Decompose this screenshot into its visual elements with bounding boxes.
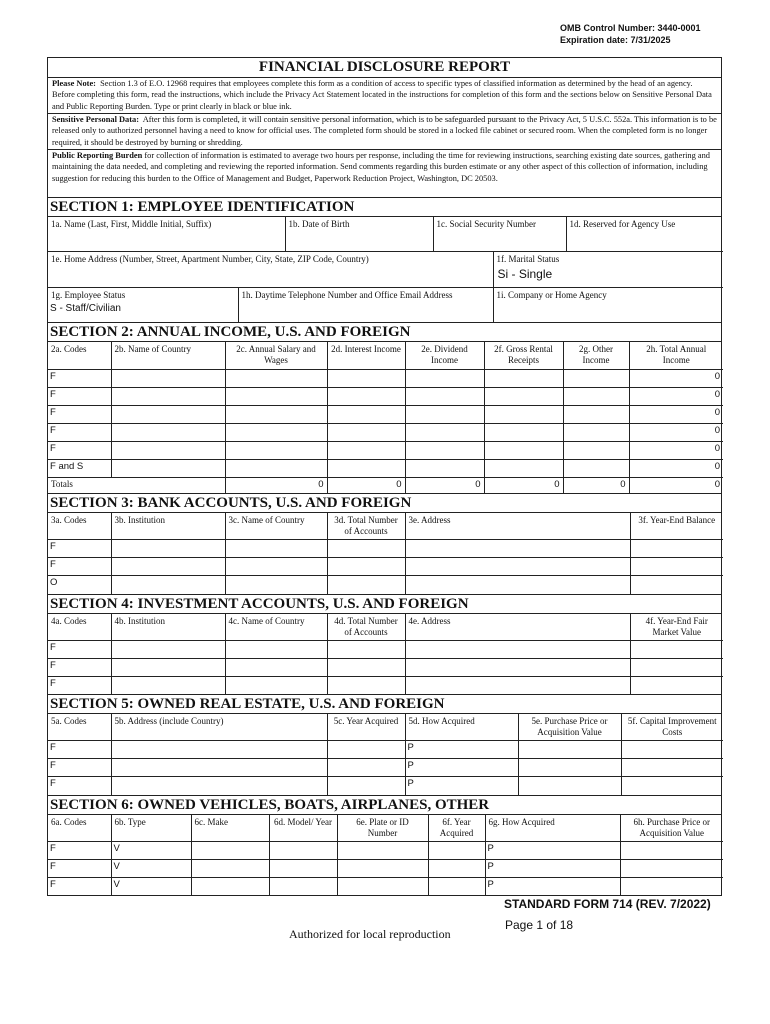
how-acquired-cell[interactable]: P: [485, 859, 620, 877]
table-row: [48, 369, 723, 387]
section1-table: [48, 217, 723, 251]
type-cell[interactable]: V: [111, 859, 191, 877]
total-cell[interactable]: 0: [629, 459, 723, 477]
table-row: [48, 859, 723, 877]
table-row: [48, 759, 723, 777]
please-note-label: Please Note:: [52, 79, 96, 88]
section3-table: 3a. Codes 3b. Institution 3c. Name of Country 3d. Total Number of Accounts 3e. Address 3f. Year-End Balance F F O: [48, 513, 723, 594]
table-row: [48, 877, 723, 895]
section6-heading: SECTION 6: OWNED VEHICLES, BOATS, AIRPLANES, OTHER: [48, 795, 721, 815]
section4-heading: SECTION 4: INVESTMENT ACCOUNTS, U.S. AND FOREIGN: [48, 594, 721, 614]
field-1a-name[interactable]: 1a. Name (Last, First, Middle Initial, Suffix): [48, 217, 285, 251]
section2-table: [48, 342, 723, 493]
type-cell[interactable]: V: [111, 841, 191, 859]
code-cell[interactable]: F: [48, 540, 111, 558]
total-cell[interactable]: 0: [629, 441, 723, 459]
financial-disclosure-form: [47, 57, 722, 896]
table-row: [48, 841, 723, 859]
col-2e-dividend: 2e. Dividend Income: [405, 342, 484, 369]
field-1g-employee-status[interactable]: 1g. Employee Status S - Staff/Civilian: [48, 287, 238, 322]
how-acquired-cell[interactable]: P: [485, 841, 620, 859]
form-number: STANDARD FORM 714 (REV. 7/2022): [504, 897, 711, 911]
table-row: [48, 423, 723, 441]
please-note-notice: [48, 78, 721, 114]
how-acquired-cell[interactable]: P: [485, 877, 620, 895]
col-2h-total: 2h. Total Annual Income: [629, 342, 723, 369]
section1-table-row2: [48, 251, 723, 287]
table-row: [48, 640, 723, 658]
omb-info: [560, 22, 701, 46]
col-2g-other: 2g. Other Income: [563, 342, 629, 369]
code-cell[interactable]: F: [48, 558, 111, 576]
totals-row: [48, 477, 723, 493]
section5-table: 5a. Codes 5b. Address (include Country) 5c. Year Acquired 5d. How Acquired 5e. Purchase Price or Acquisition Value 5f. Capital Improvement Costs F P F P F P: [48, 714, 723, 795]
col-2a-codes: 2a. Codes: [48, 342, 111, 369]
code-cell[interactable]: F: [48, 423, 111, 441]
section3-heading: SECTION 3: BANK ACCOUNTS, U.S. AND FOREIGN: [48, 493, 721, 513]
field-1h-phone-email[interactable]: 1h. Daytime Telephone Number and Office Email Address: [238, 287, 493, 322]
col-2c-salary: 2c. Annual Salary and Wages: [225, 342, 327, 369]
code-cell[interactable]: F: [48, 387, 111, 405]
code-cell[interactable]: O: [48, 576, 111, 594]
code-cell[interactable]: F: [48, 640, 111, 658]
marital-status-value: Si - Single: [497, 267, 553, 281]
code-cell[interactable]: F and S: [48, 459, 111, 477]
field-1f-marital-status[interactable]: 1f. Marital Status Si - Single: [493, 252, 723, 287]
code-cell[interactable]: F: [48, 741, 111, 759]
col-2f-rental: 2f. Gross Rental Receipts: [484, 342, 563, 369]
field-1c-ssn[interactable]: 1c. Social Security Number: [433, 217, 566, 251]
code-cell[interactable]: F: [48, 405, 111, 423]
table-row: [48, 459, 723, 477]
section1-table-row3: [48, 287, 723, 323]
totals-label: Totals: [48, 477, 225, 493]
field-1i-company[interactable]: 1i. Company or Home Agency: [493, 287, 723, 322]
sensitive-data-notice: [48, 114, 721, 150]
authorized-reproduction: Authorized for local reproduction: [289, 927, 451, 941]
section6-table: 6a. Codes 6b. Type 6c. Make 6d. Model/ Year 6e. Plate or ID Number 6f. Year Acquired 6g. How Acquired 6h. Purchase Price or Acquisition Value F V P F V P F V P: [48, 815, 723, 896]
col-2b-country: 2b. Name of Country: [111, 342, 225, 369]
section5-heading: SECTION 5: OWNED REAL ESTATE, U.S. AND FOREIGN: [48, 694, 721, 714]
section1-heading: SECTION 1: EMPLOYEE IDENTIFICATION: [48, 198, 721, 217]
code-cell[interactable]: F: [48, 441, 111, 459]
total-other: 0: [563, 477, 629, 493]
table-row: [48, 441, 723, 459]
table-row: [48, 676, 723, 694]
total-cell[interactable]: 0: [629, 405, 723, 423]
code-cell[interactable]: F: [48, 877, 111, 895]
table-row: [48, 741, 723, 759]
total-interest: 0: [327, 477, 405, 493]
sensitive-data-text: After this form is completed, it will contain sensitive personal information, which is to be safeguarded pursuant to the Privacy Act, 5 U.S.C. 552a. This information is to be released only to authorized personnel having a need to know for official uses. The completed form should be stored in a locked file cabinet or secured room. When the completed form is no longer required, it should be destroyed by burning or shredding.: [52, 115, 717, 147]
employee-status-value: S - Staff/Civilian: [50, 302, 121, 314]
how-acquired-cell[interactable]: P: [405, 759, 518, 777]
field-1e-home-address[interactable]: 1e. Home Address (Number, Street, Apartment Number, City, State, ZIP Code, Country): [48, 252, 493, 287]
total-cell[interactable]: 0: [629, 423, 723, 441]
how-acquired-cell[interactable]: P: [405, 777, 518, 795]
code-cell[interactable]: F: [48, 859, 111, 877]
table-row: [48, 540, 723, 558]
code-cell[interactable]: F: [48, 369, 111, 387]
table-row: [48, 576, 723, 594]
table-row: [48, 387, 723, 405]
page-number: Page 1 of 18: [505, 918, 574, 932]
section2-heading: SECTION 2: ANNUAL INCOME, U.S. AND FOREIGN: [48, 322, 721, 342]
total-salary: 0: [225, 477, 327, 493]
sensitive-data-label: Sensitive Personal Data:: [52, 115, 139, 124]
how-acquired-cell[interactable]: P: [405, 741, 518, 759]
public-burden-label: Public Reporting Burden: [52, 151, 143, 160]
code-cell[interactable]: F: [48, 777, 111, 795]
please-note-text: Section 1.3 of E.O. 12968 requires that employees complete this form as a condition of access to specific types of classified information as determined by the head of an agency. Before completing this form, read the instructions, which include the Privacy Act Statement located in the instructions for completion of this form and the sections below on Sensitive Personal Data and Public Reporting Burden. Type or print clearly in black or blue ink.: [52, 79, 712, 111]
section4-table: 4a. Codes 4b. Institution 4c. Name of Country 4d. Total Number of Accounts 4e. Address 4f. Year-End Fair Market Value F F F: [48, 614, 723, 695]
code-cell[interactable]: F: [48, 841, 111, 859]
total-annual: 0: [629, 477, 723, 493]
omb-control-number: OMB Control Number: 3440-0001: [560, 23, 701, 33]
type-cell[interactable]: V: [111, 877, 191, 895]
form-title: FINANCIAL DISCLOSURE REPORT: [48, 58, 721, 78]
table-row: [48, 658, 723, 676]
code-cell[interactable]: F: [48, 759, 111, 777]
total-cell[interactable]: 0: [629, 387, 723, 405]
table-row: [48, 558, 723, 576]
table-row: [48, 405, 723, 423]
public-burden-notice: [48, 150, 721, 198]
total-rental: 0: [484, 477, 563, 493]
field-1b-date-of-birth[interactable]: 1b. Date of Birth: [285, 217, 433, 251]
expiration-date: Expiration date: 7/31/2025: [560, 35, 671, 45]
field-1d-agency-use[interactable]: 1d. Reserved for Agency Use: [566, 217, 723, 251]
total-dividend: 0: [405, 477, 484, 493]
public-burden-text: for collection of information is estimated to average two hours per response, including the time for reviewing instructions, searching existing date sources, gathering and maintaining the data needed, and completing and reviewing the reported information. Send comments regarding this burden estimate or any other aspect of this collection of information, including suggestion for reducing this burden to the Office of Management and Budget, Paperwork Reduction Project, Washington, DC 20503.: [52, 151, 710, 183]
col-2d-interest: 2d. Interest Income: [327, 342, 405, 369]
code-cell[interactable]: F: [48, 658, 111, 676]
total-cell[interactable]: 0: [629, 369, 723, 387]
table-row: [48, 777, 723, 795]
code-cell[interactable]: F: [48, 676, 111, 694]
